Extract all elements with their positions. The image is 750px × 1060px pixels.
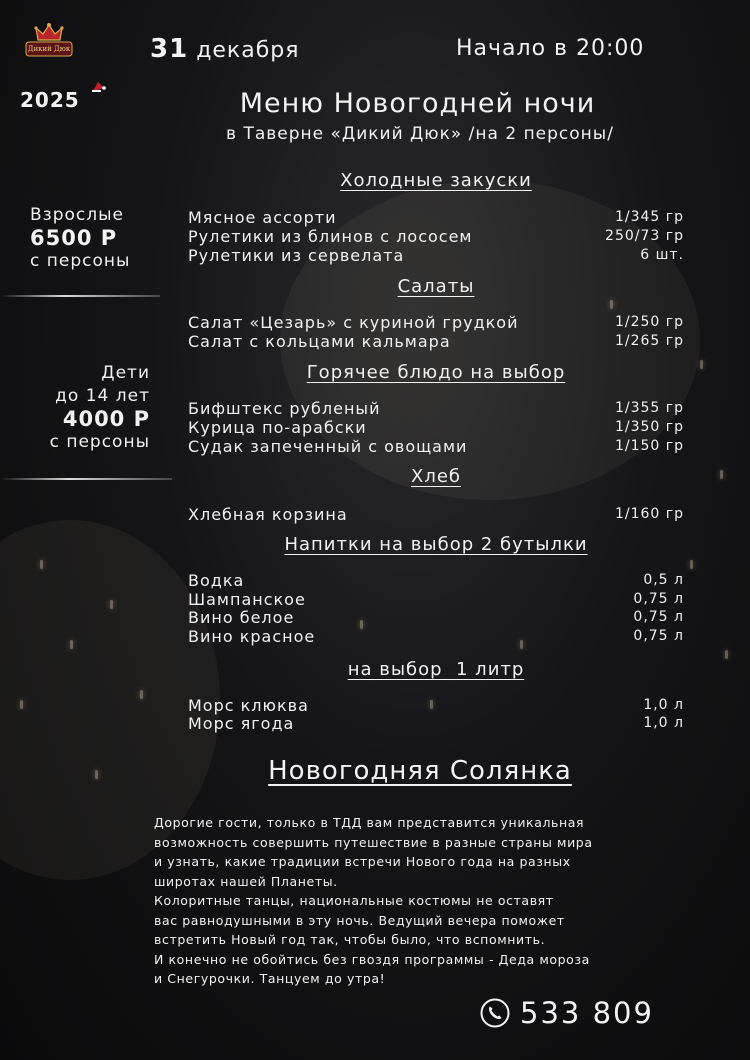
description-line: и Снегурочки. Танцуем до утра! [154,971,386,986]
item-value: 1,0 л [643,715,684,731]
section-title-cold: Холодные закуски [340,170,532,191]
item-value: 1/150 гр [614,438,684,454]
description-line: Колоритные танцы, национальные костюмы не оставят [154,893,554,908]
menu-item [188,399,684,418]
menu-item [188,208,684,227]
adults-price: 6500 Р [30,226,118,250]
item-name: Водка [188,571,245,590]
item-value: 1/160 гр [614,506,684,522]
item-value: 1,0 л [643,697,684,713]
menu-item [188,418,684,437]
kids-age: до 14 лет [55,386,150,406]
item-name: Хлебная корзина [188,505,348,524]
section-title-salads: Салаты [397,276,475,297]
item-value: 1/345 гр [614,209,684,225]
menu-item [188,313,684,332]
item-name: Вино белое [188,608,295,627]
menu-title: Меню Новогодней ночи [239,88,596,119]
sparkle-divider [0,478,172,480]
section-title-drinks: Напитки на выбор 2 бутылки [284,534,588,555]
item-value: 0,75 л [633,591,684,607]
kids-label: Дети [101,363,150,383]
item-value: 1/265 гр [614,333,684,349]
menu-item [188,590,684,609]
item-name: Рулетики из сервелата [188,246,405,265]
item-name: Мясное ассорти [188,208,337,227]
kids-price-block [30,362,150,454]
menu-item [188,696,684,715]
adults-label: Взрослые [30,205,124,225]
description-line: вас равнодушными в эту ночь. Ведущий вечера поможет [154,912,565,928]
kids-price: 4000 Р [62,407,150,431]
menu-item [188,505,684,524]
item-name: Салат «Цезарь» с куриной грудкой [188,313,519,332]
description-line: широтах нашей Планеты. [154,873,338,889]
kids-note: с персоны [49,432,150,452]
item-value: 6 шт. [640,247,684,263]
candle-light [40,560,43,569]
tavern-logo [22,20,76,66]
item-value: 1/350 гр [614,419,684,435]
candle-light [690,560,693,569]
menu-item [188,246,684,265]
item-value: 0,75 л [633,609,684,625]
description-line: и узнать, какие традиции встречи Нового года на разных [154,854,571,869]
item-name: Курица по-арабски [188,418,367,437]
crown-icon [22,20,76,66]
event-date [150,34,299,64]
section-title-hot: Горячее блюдо на выбор [306,362,566,383]
candle-light [20,700,23,709]
section-title-liter: на выбор 1 литр [347,659,525,680]
item-value: 1/355 гр [614,400,684,416]
item-value: 0,75 л [633,628,684,644]
item-name: Судак запеченный с овощами [188,437,468,456]
menu-item [188,608,684,627]
date-day: 31 [150,34,189,64]
adults-price-block [30,204,130,273]
candle-light [700,360,703,369]
phone-contact[interactable] [480,996,654,1030]
candle-light [725,650,728,659]
description-line: встретить Новый год так, чтобы было, что вспомнить. [154,932,546,947]
date-month: декабря [196,38,300,63]
menu-subtitle: в Таверне «Дикий Дюк» /на 2 персоны/ [226,124,614,144]
menu-item [188,571,684,590]
special-program-title: Новогодняя Солянка [268,756,572,786]
program-description [154,813,674,989]
item-name: Шампанское [188,590,306,609]
description-line: И конечно не обойтись без гвоздя программы - Деда мороза [154,951,590,967]
item-name: Вино красное [188,627,316,646]
item-name: Рулетики из блинов с лососем [188,227,473,246]
menu-item [188,437,684,456]
sparkle-divider [0,295,160,297]
logo-text: Дикий Дюк [27,45,71,53]
menu-item [188,627,684,646]
description-line: возможность совершить путешествие в разные страны мира [154,834,593,850]
candle-light [110,600,113,609]
adults-note: с персоны [30,251,131,271]
start-time: Начало в 20:00 [456,36,645,61]
item-value: 0,5 л [643,572,684,588]
candle-light [610,300,613,309]
menu-item [188,714,684,733]
candle-light [70,640,73,649]
year-label: 2025 [20,88,80,112]
item-name: Бифштекс рубленый [188,399,381,418]
menu-item [188,332,684,351]
item-value: 1/250 гр [614,314,684,330]
description-line: Дорогие гости, только в ТДД вам представится уникальная [154,815,585,830]
item-name: Салат с кольцами кальмара [188,332,451,351]
candle-light [720,470,723,479]
phone-number[interactable]: 533 809 [520,996,654,1030]
candle-light [140,690,143,699]
menu-item [188,227,684,246]
item-name: Морс ягода [188,714,295,733]
phone-icon [480,998,510,1028]
item-name: Морс клюква [188,696,309,715]
section-title-bread: Хлеб [410,466,461,487]
item-value: 250/73 гр [605,228,684,244]
